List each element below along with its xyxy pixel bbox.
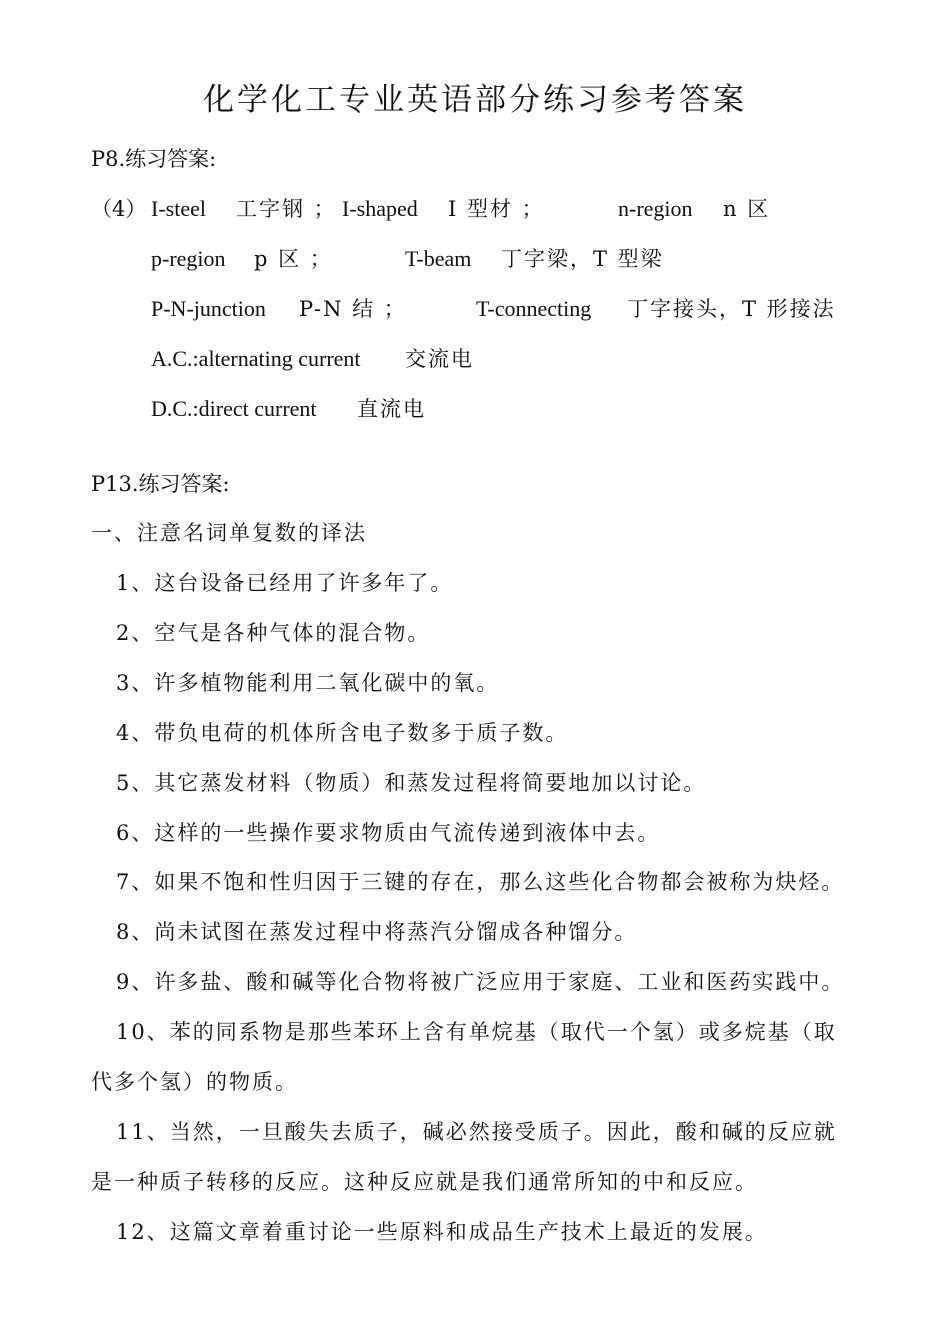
list-item: 4、带负电荷的机体所含电子数多于质子数。 [116, 721, 569, 745]
list-item: 11、当然，一旦酸失去质子，碱必然接受质子。因此，酸和碱的反应就 [116, 1120, 837, 1144]
term-en: p-region [151, 246, 226, 271]
term-cn: p 区 ； [254, 247, 333, 271]
term-en: A.C.:alternating current [151, 346, 361, 371]
term-cn: 工字钢 ； [236, 197, 337, 221]
p8-row-3 [0, 294, 950, 324]
term-cn: 丁字接头，T 形接法 [627, 297, 836, 321]
term-en: I-shaped [342, 196, 418, 221]
term-en: I-steel [151, 196, 206, 221]
p8-row-5 [0, 394, 950, 424]
list-item-continuation: 是一种质子转移的反应。这种反应就是我们通常所知的中和反应。 [91, 1170, 758, 1194]
list-item: 8、尚未试图在蒸发过程中将蒸汽分馏成各种馏分。 [116, 920, 638, 944]
term-en: T-connecting [476, 296, 592, 321]
term-cn: I 型材 ； [448, 197, 545, 221]
list-item: 3、许多植物能利用二氧化碳中的氧。 [116, 671, 500, 695]
p8-row-2 [0, 244, 950, 274]
list-item: 10、苯的同系物是那些苯环上含有单烷基（取代一个氢）或多烷基（取 [116, 1020, 837, 1044]
term-en: T-beam [405, 246, 472, 271]
list-item-continuation: 代多个氢）的物质。 [91, 1070, 298, 1094]
list-item: 12、这篇文章着重讨论一些原料和成品生产技术上最近的发展。 [116, 1220, 768, 1244]
term-cn: P-N 结 ； [299, 297, 407, 321]
page-title: 化学化工专业英语部分练习参考答案 [203, 82, 747, 118]
term-cn: 直流电 [357, 397, 426, 421]
p8-row-1 [0, 194, 950, 224]
list-item: 9、许多盐、酸和碱等化合物将被广泛应用于家庭、工业和医药实践中。 [116, 970, 845, 994]
p8-row-4 [0, 344, 950, 374]
term-cn: 丁字梁，T 型梁 [501, 247, 664, 271]
list-item: 2、空气是各种气体的混合物。 [116, 621, 431, 645]
term-en: n-region [618, 196, 693, 221]
term-cn: 交流电 [405, 347, 474, 371]
term-cn: n 区 [723, 197, 771, 221]
p8-heading: P8.练习答案: [91, 147, 217, 171]
term-en: P-N-junction [151, 296, 266, 321]
p13-heading: P13.练习答案: [91, 472, 230, 496]
p8-item-label: （4） [91, 197, 147, 221]
section-heading: 一、注意名词单复数的译法 [91, 521, 367, 545]
list-item: 6、这样的一些操作要求物质由气流传递到液体中去。 [116, 821, 661, 845]
list-item: 5、其它蒸发材料（物质）和蒸发过程将简要地加以讨论。 [116, 771, 707, 795]
term-en: D.C.:direct current [151, 396, 317, 421]
list-item: 1、这台设备已经用了许多年了。 [116, 571, 454, 595]
list-item: 7、如果不饱和性归因于三键的存在，那么这些化合物都会被称为炔烃。 [116, 870, 845, 894]
